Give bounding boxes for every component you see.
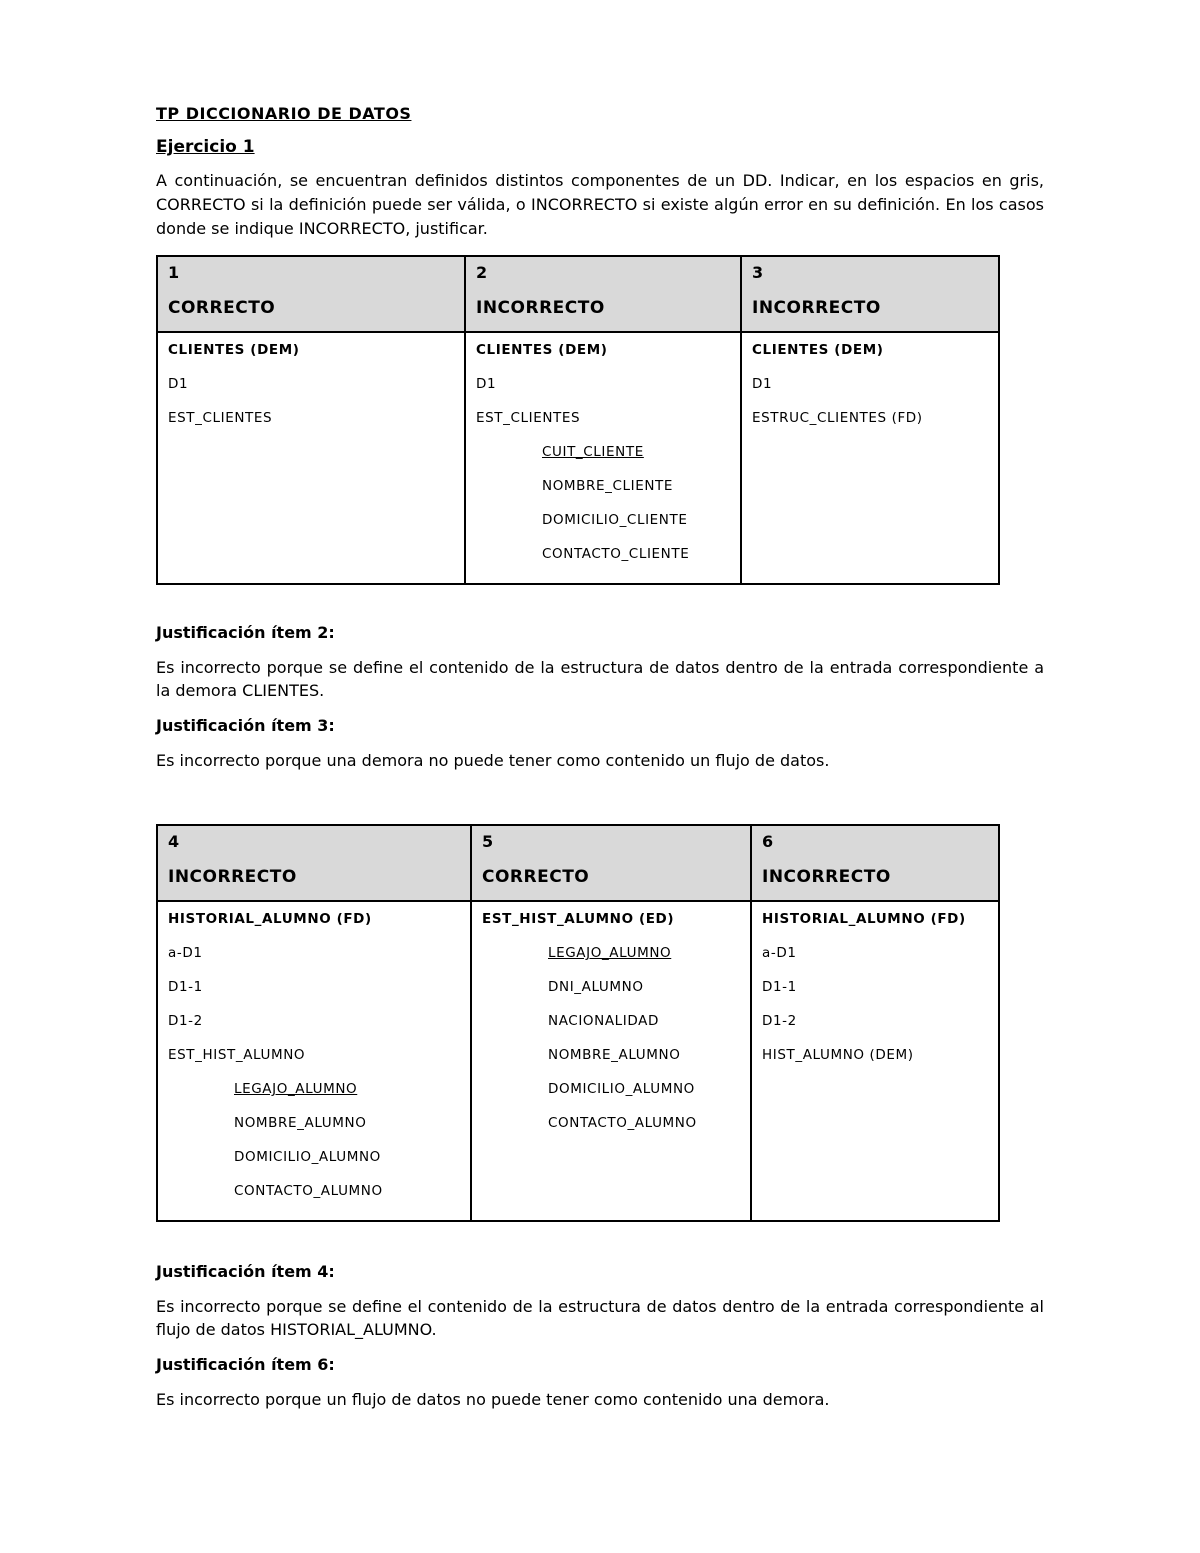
field-name: HIST_ALUMNO (DEM) bbox=[762, 1047, 914, 1063]
header-cell-1 bbox=[157, 256, 465, 332]
cell-line bbox=[762, 1046, 998, 1080]
entry-name: HISTORIAL_ALUMNO (FD) bbox=[168, 911, 372, 927]
cell-line bbox=[482, 1012, 750, 1046]
item-status: CORRECTO bbox=[168, 298, 276, 318]
exercise-title: Ejercicio 1 bbox=[156, 137, 255, 157]
cell-line bbox=[762, 944, 998, 978]
item-number: 1 bbox=[168, 263, 180, 282]
cell-line bbox=[476, 375, 740, 409]
field-name: CONTACTO_ALUMNO bbox=[234, 1183, 383, 1199]
cell-line bbox=[168, 409, 464, 443]
cell-line bbox=[476, 443, 740, 477]
key-field: LEGAJO_ALUMNO bbox=[548, 945, 672, 961]
field-name: D1-2 bbox=[762, 1013, 797, 1029]
item-status: INCORRECTO bbox=[762, 867, 891, 887]
field-name: EST_CLIENTES bbox=[168, 410, 273, 426]
cell-line bbox=[482, 910, 750, 944]
field-name: D1 bbox=[476, 376, 497, 392]
entry-name: CLIENTES (DEM) bbox=[168, 342, 300, 358]
cell-line bbox=[752, 341, 998, 375]
field-name: NOMBRE_ALUMNO bbox=[548, 1047, 681, 1063]
field-name: D1-1 bbox=[762, 979, 797, 995]
header-cell-6 bbox=[751, 825, 999, 901]
justification-text: Es incorrecto porque una demora no puede tener como contenido un flujo de datos. bbox=[156, 751, 830, 770]
cell-line bbox=[168, 341, 464, 375]
field-name: CONTACTO_CLIENTE bbox=[542, 546, 690, 562]
cell-line bbox=[168, 375, 464, 409]
justifications-block-1 bbox=[156, 623, 1044, 772]
field-name: NOMBRE_CLIENTE bbox=[542, 478, 674, 494]
entry-name: CLIENTES (DEM) bbox=[476, 342, 608, 358]
cell-line bbox=[476, 477, 740, 511]
cell-line bbox=[762, 978, 998, 1012]
body-cell-1 bbox=[157, 332, 465, 584]
item-number: 5 bbox=[482, 832, 494, 851]
cell-line bbox=[476, 545, 740, 579]
field-name: D1 bbox=[752, 376, 773, 392]
justification-title: Justificación ítem 4: bbox=[156, 1262, 335, 1281]
justification-title: Justificación ítem 3: bbox=[156, 716, 335, 735]
field-name: EST_HIST_ALUMNO bbox=[168, 1047, 306, 1063]
justification-title: Justificación ítem 2: bbox=[156, 623, 335, 642]
cell-line bbox=[168, 944, 470, 978]
cell-line bbox=[752, 409, 998, 443]
table-header-row bbox=[157, 825, 999, 901]
cell-line bbox=[482, 1046, 750, 1080]
entry-name: HISTORIAL_ALUMNO (FD) bbox=[762, 911, 966, 927]
field-name: DNI_ALUMNO bbox=[548, 979, 644, 995]
justification-text: Es incorrecto porque un flujo de datos no puede tener como contenido una demora. bbox=[156, 1390, 830, 1409]
field-name: ESTRUC_CLIENTES (FD) bbox=[752, 410, 923, 426]
item-status: CORRECTO bbox=[482, 867, 590, 887]
field-name: EST_CLIENTES bbox=[476, 410, 581, 426]
cell-line bbox=[476, 341, 740, 375]
cell-line bbox=[752, 375, 998, 409]
intro-paragraph: A continuación, se encuentran definidos distintos componentes de un DD. Indicar, en los espacios en gris, CORRECTO si la definición puede ser válida, o INCORRECTO si existe algún error en su definición. En los casos donde se indique INCORRECTO, justificar. bbox=[156, 171, 1044, 238]
justification-title: Justificación ítem 6: bbox=[156, 1355, 335, 1374]
field-name: a-D1 bbox=[762, 945, 797, 961]
cell-line bbox=[168, 910, 470, 944]
header-cell-5 bbox=[471, 825, 751, 901]
cell-line bbox=[168, 1012, 470, 1046]
field-name: DOMICILIO_ALUMNO bbox=[548, 1081, 695, 1097]
dd-table-2 bbox=[156, 824, 1000, 1222]
cell-line bbox=[168, 1182, 470, 1216]
field-name: a-D1 bbox=[168, 945, 203, 961]
entry-name: CLIENTES (DEM) bbox=[752, 342, 884, 358]
cell-line bbox=[482, 1114, 750, 1148]
dd-table-1 bbox=[156, 255, 1000, 585]
item-status: INCORRECTO bbox=[476, 298, 605, 318]
item-status: INCORRECTO bbox=[752, 298, 881, 318]
item-number: 2 bbox=[476, 263, 488, 282]
justification-text: Es incorrecto porque se define el contenido de la estructura de datos dentro de la entrada correspondiente a la demora CLIENTES. bbox=[156, 658, 1044, 700]
document-title: TP DICCIONARIO DE DATOS bbox=[156, 104, 412, 123]
item-status: INCORRECTO bbox=[168, 867, 297, 887]
cell-line bbox=[482, 978, 750, 1012]
body-cell-4 bbox=[157, 901, 471, 1221]
header-cell-3 bbox=[741, 256, 999, 332]
document-page bbox=[156, 104, 1044, 1425]
justifications-block-2 bbox=[156, 1262, 1044, 1411]
body-cell-3 bbox=[741, 332, 999, 584]
justification-text: Es incorrecto porque se define el contenido de la estructura de datos dentro de la entrada correspondiente al flujo de datos HISTORIAL_ALUMNO. bbox=[156, 1297, 1044, 1339]
table-header-row bbox=[157, 256, 999, 332]
key-field: CUIT_CLIENTE bbox=[542, 444, 644, 460]
table-body-row bbox=[157, 332, 999, 584]
cell-line bbox=[168, 978, 470, 1012]
cell-line bbox=[168, 1114, 470, 1148]
field-name: DOMICILIO_CLIENTE bbox=[542, 512, 688, 528]
body-cell-5 bbox=[471, 901, 751, 1221]
field-name: NACIONALIDAD bbox=[548, 1013, 659, 1029]
body-cell-6 bbox=[751, 901, 999, 1221]
cell-line bbox=[476, 409, 740, 443]
cell-line bbox=[762, 910, 998, 944]
cell-line bbox=[482, 944, 750, 978]
header-cell-4 bbox=[157, 825, 471, 901]
field-name: D1 bbox=[168, 376, 189, 392]
field-name: DOMICILIO_ALUMNO bbox=[234, 1149, 381, 1165]
table-body-row bbox=[157, 901, 999, 1221]
item-number: 3 bbox=[752, 263, 764, 282]
entry-name: EST_HIST_ALUMNO (ED) bbox=[482, 911, 675, 927]
cell-line bbox=[168, 1046, 470, 1080]
cell-line bbox=[168, 1148, 470, 1182]
body-cell-2 bbox=[465, 332, 741, 584]
cell-line bbox=[168, 1080, 470, 1114]
field-name: CONTACTO_ALUMNO bbox=[548, 1115, 697, 1131]
header-cell-2 bbox=[465, 256, 741, 332]
field-name: NOMBRE_ALUMNO bbox=[234, 1115, 367, 1131]
field-name: D1-2 bbox=[168, 1013, 203, 1029]
key-field: LEGAJO_ALUMNO bbox=[234, 1081, 358, 1097]
field-name: D1-1 bbox=[168, 979, 203, 995]
cell-line bbox=[482, 1080, 750, 1114]
cell-line bbox=[476, 511, 740, 545]
item-number: 6 bbox=[762, 832, 774, 851]
item-number: 4 bbox=[168, 832, 180, 851]
cell-line bbox=[762, 1012, 998, 1046]
